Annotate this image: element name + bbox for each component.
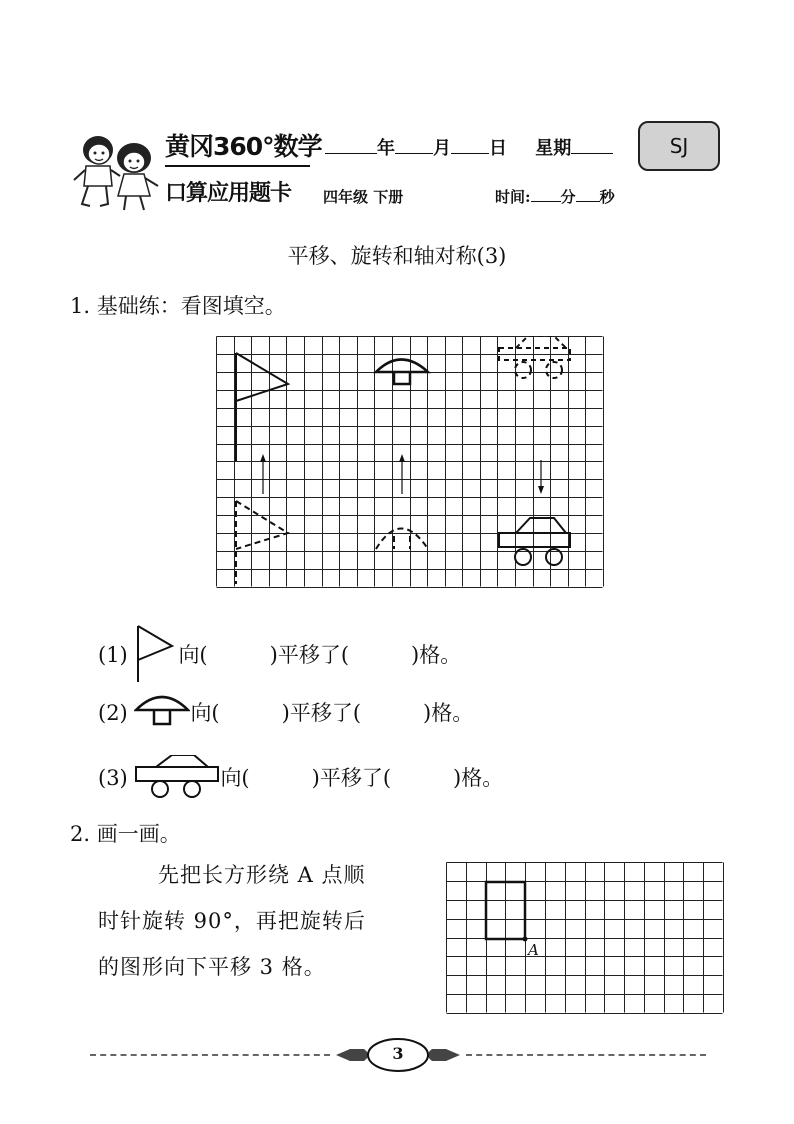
flag-icon — [134, 624, 178, 684]
page-number: 3 — [392, 1044, 404, 1063]
q2-instructions — [98, 852, 438, 990]
q1-item-3 — [98, 755, 503, 799]
q1-heading: 1. 基础练：看图填空。 — [70, 294, 286, 318]
day-blank[interactable] — [451, 135, 489, 154]
rotation-grid — [446, 862, 724, 1014]
kids-logo-icon — [68, 128, 164, 214]
q1-figure-grid — [216, 336, 604, 588]
q1-item-3-number: (3) — [98, 766, 128, 790]
q1-item-2-dir: 向( — [190, 701, 220, 725]
q2-line-2: 时针旋转 90°，再把旋转后 — [98, 909, 366, 933]
mushroom-icon — [134, 692, 190, 728]
year-blank[interactable] — [325, 135, 377, 154]
q1-item-1 — [98, 624, 461, 684]
q2-line-1: 先把长方形绕 A 点顺 — [158, 863, 366, 887]
footer-line-left — [90, 1054, 330, 1056]
day-label: 日 — [489, 138, 507, 159]
mushroom-shape — [376, 360, 428, 385]
time-label: 时间: — [495, 188, 531, 206]
year-label: 年 — [377, 138, 395, 159]
q1-item-2 — [98, 692, 473, 728]
seconds-blank[interactable] — [576, 187, 600, 202]
weekday-label: 星期 — [535, 138, 572, 159]
q2-rotation-grid — [446, 862, 724, 1014]
translation-grid — [216, 336, 604, 588]
seconds-label: 秒 — [599, 188, 615, 206]
q1-item-3-end: )格。 — [453, 766, 504, 790]
page-number-badge — [332, 1038, 464, 1072]
brand-subtitle: 口算应用题卡 — [165, 181, 292, 206]
grade-label: 四年级 下册 — [323, 188, 404, 206]
q1-item-2-mid: )平移了( — [281, 701, 362, 725]
point-a-dot — [523, 937, 528, 942]
month-label: 月 — [433, 138, 451, 159]
kids-logo — [68, 128, 164, 214]
q1-item-1-mid: )平移了( — [269, 643, 350, 667]
q1-item-3-dir: 向( — [220, 766, 250, 790]
brand-divider — [165, 165, 310, 167]
point-a-label: A — [528, 941, 539, 959]
date-line — [325, 134, 613, 160]
car-shape — [499, 518, 570, 565]
month-blank[interactable] — [395, 135, 433, 154]
car-icon — [134, 755, 220, 799]
weekday-blank[interactable] — [571, 135, 613, 154]
brand-title: 黄冈360°数学 — [165, 132, 322, 161]
q1-item-3-mid: )平移了( — [311, 766, 392, 790]
lesson-title: 平移、旋转和轴对称(3) — [287, 244, 507, 268]
q1-item-2-end: )格。 — [423, 701, 474, 725]
q1-item-1-number: (1) — [98, 643, 128, 667]
minutes-blank[interactable] — [531, 187, 561, 202]
flag-dashed-shape — [236, 501, 288, 584]
car-dashed-shape — [499, 336, 570, 378]
edition-badge: SJ — [638, 121, 720, 171]
time-line — [495, 186, 615, 207]
mushroom-dashed-shape — [376, 529, 428, 550]
q1-item-2-number: (2) — [98, 701, 128, 725]
q1-item-1-end: )格。 — [411, 643, 462, 667]
footer-line-right — [466, 1054, 706, 1056]
minutes-label: 分 — [560, 188, 576, 206]
q1-item-1-dir: 向( — [178, 643, 208, 667]
q2-heading: 2. 画一画。 — [70, 822, 181, 846]
q2-line-3: 的图形向下平移 3 格。 — [98, 955, 326, 979]
